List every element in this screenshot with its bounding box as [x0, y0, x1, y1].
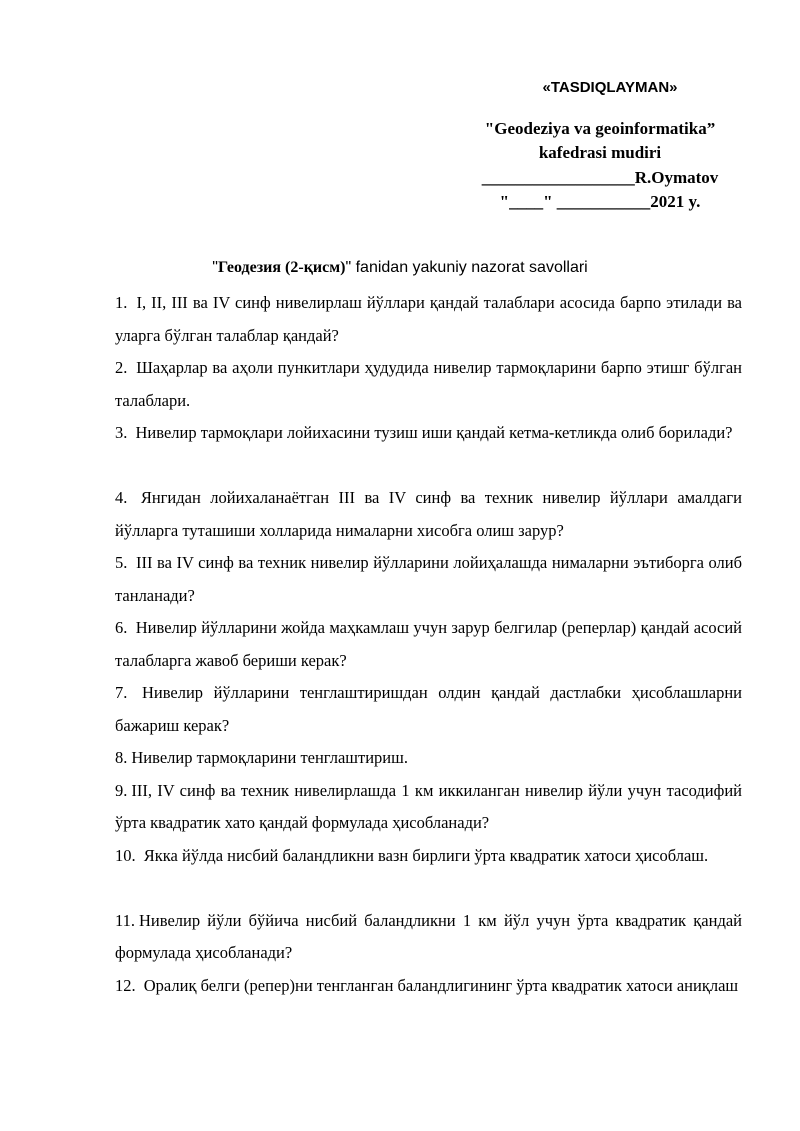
question-number: 2. [115, 358, 128, 377]
question-number: 11. [115, 910, 136, 930]
question-item [115, 417, 742, 482]
question-item [115, 612, 742, 677]
department-name: "Geodeziya va geoinformatika” [484, 119, 716, 138]
approval-heading: «TASDIQLAYMAN» [542, 79, 678, 96]
question-list [115, 287, 742, 1035]
question-text: Янгидан лойихаланаётган III ва IV синф ва техник нивелир йўллари амалдаги йўлларга туташиши холларида нималарни хисобга олиш зарур? [115, 488, 743, 540]
question-text: Оралиқ белги (репер)ни тенгланган баландлигининг ўрта квадратик хатоси аниқлаш [143, 975, 739, 995]
question-text: III, IV синф ва техник нивелирлашда 1 км иккиланган нивелир йўли учун тасодифий ўрта квадратик хато қандай формулада ҳисобланади? [115, 780, 742, 832]
question-number: 10. [115, 845, 136, 865]
question-item [115, 677, 742, 742]
question-text: Нивелир тармоқлари лойихасини тузиш иши қандай кетма-кетликда олиб борилади? [135, 423, 733, 442]
title-quote-open: " [212, 259, 218, 276]
question-number: 7. [115, 683, 128, 702]
question-text: Нивелир йўли бўйича нисбий баландликни 1 км йўл учун ўрта квадратик қандай формулада ҳисобланади? [115, 910, 742, 962]
question-text: Нивелир йўлларини тенглаштиришдан олдин қандай дастлабки ҳисоблашларни бажариш керак? [115, 683, 743, 735]
document-title [0, 258, 800, 278]
department-head-title: kafedrasi mudiri [538, 143, 662, 162]
question-item [115, 905, 742, 970]
question-text: Нивелир йўлларини жойда маҳкамлаш учун зарур белгилар (реперлар) қандай асосий талабларга жавоб бериши керак? [115, 618, 742, 670]
question-item [115, 970, 742, 1035]
question-number: 9. [115, 780, 128, 800]
question-item [115, 287, 742, 352]
question-number: 8. [115, 748, 128, 767]
question-item [115, 775, 742, 840]
question-text: Нивелир тармоқларини тенглаштириш. [131, 748, 408, 767]
question-number: 1. [115, 293, 128, 312]
question-text: III ва IV синф ва техник нивелир йўлларини лойиҳалашда нималарни эътиборга олиб танланади? [115, 553, 743, 605]
question-item [115, 840, 742, 905]
question-number: 3. [115, 423, 128, 442]
question-text: Шаҳарлар ва аҳоли пункитлари ҳудудида нивелир тармоқларини барпо этишг бўлган талаблари. [115, 358, 742, 410]
question-item [115, 547, 742, 612]
question-text: Якка йўлда нисбий баландликни вазн бирлиги ўрта квадратик хатоси ҳисоблаш. [143, 845, 709, 865]
question-number: 5. [115, 553, 128, 572]
date-line: "____" ___________2021 y. [499, 192, 701, 211]
question-text: I, II, III ва IV синф нивелирлаш йўллари қандай талаблари асосида барпо этилади ва уларга бўлган талаблар қандай? [115, 293, 743, 345]
question-number: 6. [115, 618, 128, 637]
question-item [115, 742, 742, 775]
subject-name: Геодезия (2-қисм) [217, 259, 346, 276]
question-item [115, 352, 742, 417]
question-item [115, 482, 742, 547]
signature-line: __________________R.Oymatov [481, 168, 719, 187]
question-number: 4. [115, 488, 128, 507]
title-rest: " fanidan yakuniy nazorat savollari [345, 259, 588, 276]
question-number: 12. [115, 975, 136, 995]
